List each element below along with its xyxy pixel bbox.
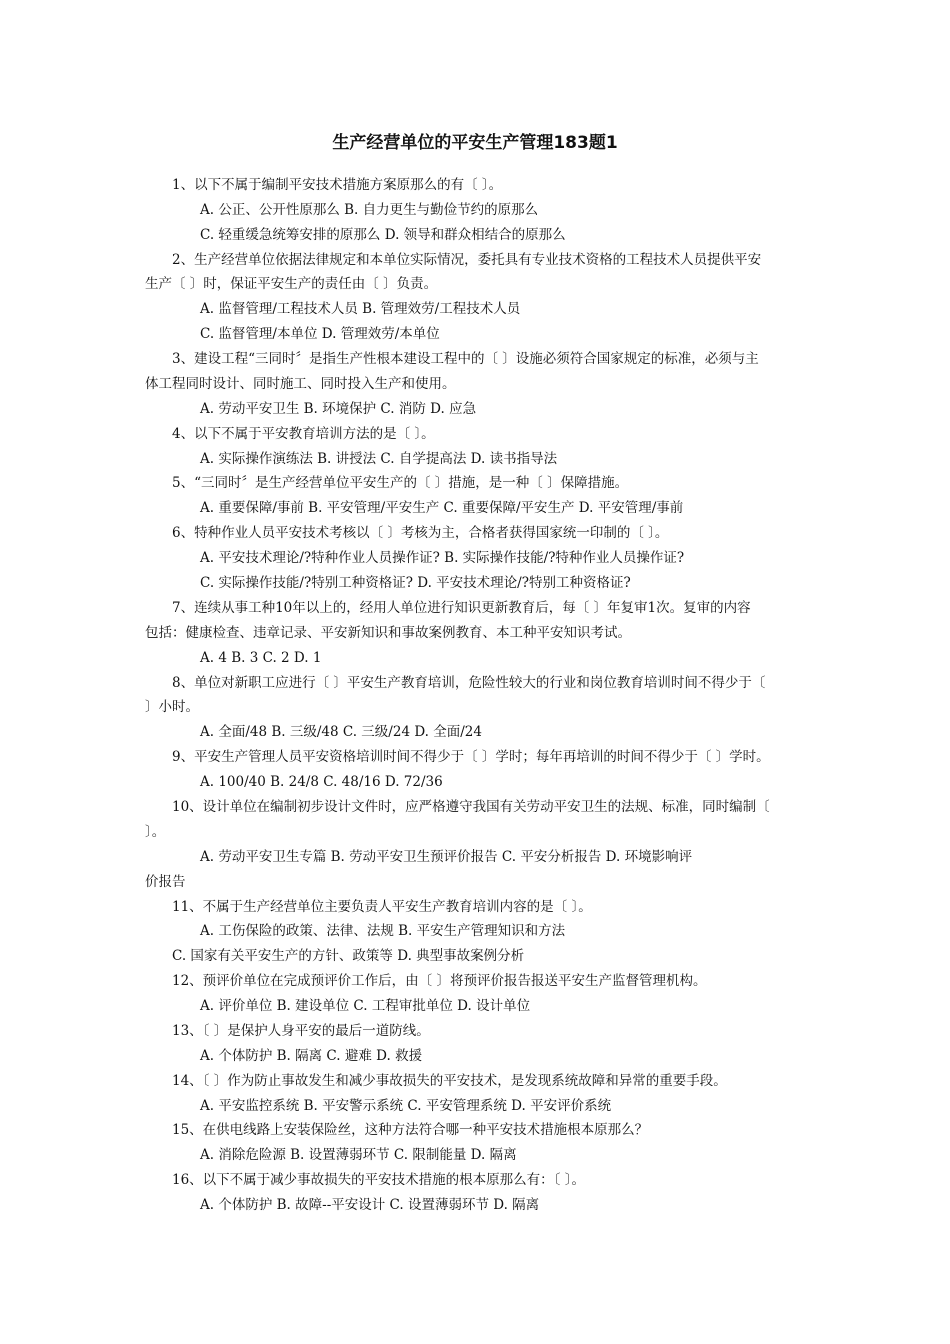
question-3-cont: 体工程同时设计、同时施工、同时投入生产和使用。	[145, 376, 456, 392]
question-11: 11、不属于生产经营单位主要负责人平安生产教育培训内容的是〔 〕。	[172, 899, 592, 915]
question-6: 6、特种作业人员平安技术考核以〔 〕考核为主，合格者获得国家统一印制的〔 〕。	[172, 525, 669, 541]
options-11b: C. 国家有关平安生产的方针、政策等 D. 典型事故案例分析	[172, 948, 525, 964]
question-10: 10、设计单位在编制初步设计文件时，应严格遵守我国有关劳动平安卫生的法规、标准，同时编制〔	[172, 799, 770, 815]
question-10-cont: 〕。	[145, 824, 166, 840]
options-1b: C. 轻重缓急统筹安排的原那么 D. 领导和群众相结合的原那么	[200, 227, 566, 243]
question-3: 3、建设工程“三同时〞是指生产性根本建设工程中的〔 〕设施必须符合国家规定的标准，必须与主	[172, 351, 759, 367]
question-12: 12、预评价单位在完成预评价工作后，由〔 〕将预评价报告报送平安生产监督管理机构。	[172, 973, 707, 989]
options-16: A. 个体防护 B. 故障--平安设计 C. 设置薄弱环节 D. 隔离	[200, 1197, 540, 1213]
options-5: A. 重要保障/事前 B. 平安管理/平安生产 C. 重要保障/平安生产 D. 平安管理/事前	[200, 500, 684, 516]
question-2-cont: 生产〔 〕时，保证平安生产的责任由〔 〕负责。	[145, 276, 438, 292]
question-15: 15、在供电线路上安装保险丝，这种方法符合哪一种平安技术措施根本原那么？	[172, 1122, 649, 1138]
question-8-cont: 〕小时。	[145, 699, 199, 715]
question-7: 7、连续从事工种10年以上的，经用人单位进行知识更新教育后，每〔 〕年复审1次。复审的内容	[172, 600, 751, 616]
question-13: 13、〔 〕是保护人身平安的最后一道防线。	[172, 1023, 430, 1039]
question-2: 2、生产经营单位依据法律规定和本单位实际情况，委托具有专业技术资格的工程技术人员提供平安	[172, 252, 762, 268]
question-14: 14、〔 〕作为防止事故发生和减少事故损失的平安技术，是发现系统故障和异常的重要手段。	[172, 1073, 727, 1089]
options-1a: A. 公正、公开性原那么 B. 自力更生与勤俭节约的原那么	[200, 202, 539, 218]
options-10: A. 劳动平安卫生专篇 B. 劳动平安卫生预评价报告 C. 平安分析报告 D. 环境影响评	[200, 849, 693, 865]
question-8: 8、单位对新职工应进行〔 〕平安生产教育培训，危险性较大的行业和岗位教育培训时间不得少于〔	[172, 675, 766, 691]
options-8: A. 全面/48 B. 三级/48 C. 三级/24 D. 全面/24	[200, 724, 482, 740]
question-9: 9、平安生产管理人员平安资格培训时间不得少于〔 〕学时；每年再培训的时间不得少于〔 〕学时。	[172, 749, 770, 765]
options-12: A. 评价单位 B. 建设单位 C. 工程审批单位 D. 设计单位	[200, 998, 531, 1014]
question-5: 5、“三同时〞是生产经营单位平安生产的〔 〕措施，是一种〔 〕保障措施。	[172, 475, 629, 491]
options-10-cont: 价报告	[145, 874, 186, 890]
options-14: A. 平安监控系统 B. 平安警示系统 C. 平安管理系统 D. 平安评价系统	[200, 1098, 612, 1114]
options-2a: A. 监督管理/工程技术人员 B. 管理效劳/工程技术人员	[200, 301, 521, 317]
options-11a: A. 工伤保险的政策、法律、法规 B. 平安生产管理知识和方法	[200, 923, 566, 939]
options-13: A. 个体防护 B. 隔离 C. 避难 D. 救援	[200, 1048, 423, 1064]
page-title: 生产经营单位的平安生产管理183题1	[332, 133, 618, 153]
question-1: 1、以下不属于编制平安技术措施方案原那么的有〔 〕。	[172, 177, 503, 193]
options-4: A. 实际操作演练法 B. 讲授法 C. 自学提高法 D. 读书指导法	[200, 451, 558, 467]
question-4: 4、以下不属于平安教育培训方法的是〔 〕。	[172, 426, 435, 442]
options-15: A. 消除危险源 B. 设置薄弱环节 C. 限制能量 D. 隔离	[200, 1147, 517, 1163]
options-6a: A. 平安技术理论/?特种作业人员操作证? B. 实际操作技能/?特种作业人员操作证?	[200, 550, 685, 566]
question-16: 16、以下不属于减少事故损失的平安技术措施的根本原那么有：〔 〕。	[172, 1172, 585, 1188]
options-6b: C. 实际操作技能/?特别工种资格证? D. 平安技术理论/?特别工种资格证?	[200, 575, 631, 591]
options-3: A. 劳动平安卫生 B. 环境保护 C. 消防 D. 应急	[200, 401, 477, 417]
options-9: A. 100/40 B. 24/8 C. 48/16 D. 72/36	[200, 774, 443, 790]
question-7-cont: 包括：健康检查、违章记录、平安新知识和事故案例教育、本工种平安知识考试。	[145, 625, 631, 641]
options-7: A. 4 B. 3 C. 2 D. 1	[200, 650, 322, 666]
options-2b: C. 监督管理/本单位 D. 管理效劳/本单位	[200, 326, 440, 342]
